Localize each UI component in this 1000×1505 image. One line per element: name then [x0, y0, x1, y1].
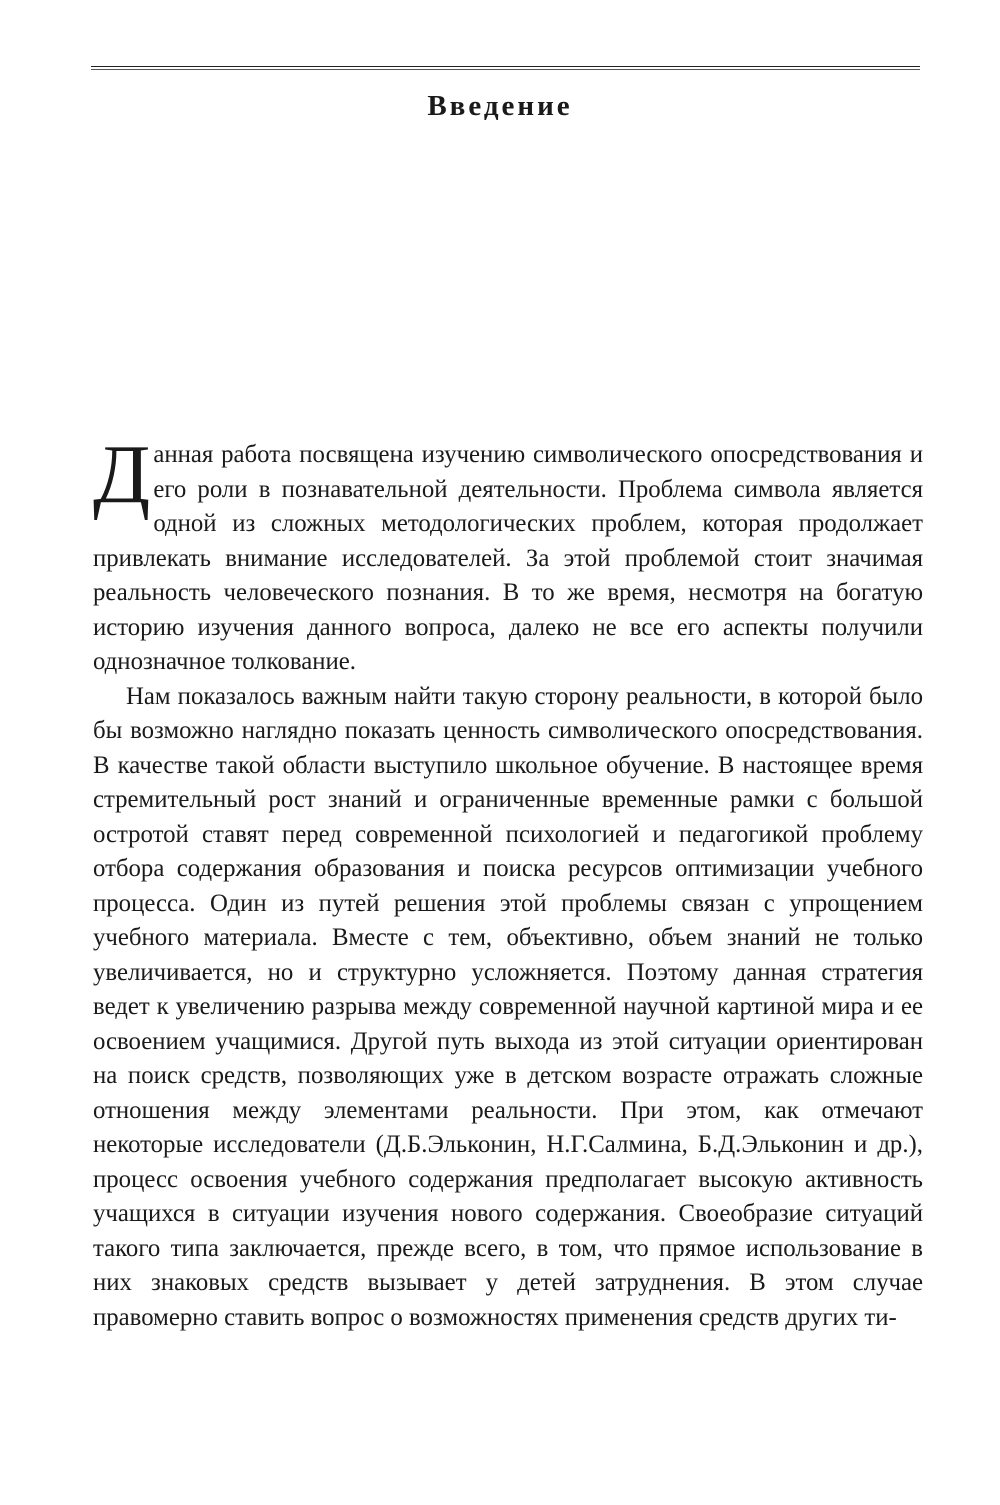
paragraph-1 [93, 428, 923, 680]
paragraph-1-text: анная работа посвящена изучению символического опосредствования и его роли в познавательной деятельности. Проблема символа является одной из сложных методологических проблем, которая продолжает привлекать внимание исследователей. За этой проблемой стоит значимая реальность человеческого познания. В то же время, несмотря на богатую историю изучения данного вопроса, далеко не все его аспекты получили однозначное толкование. [93, 441, 923, 675]
paragraph-2: Нам показалось важным найти такую сторону реальности, в которой было бы возможно наглядно показать ценность символического опосредствования. В качестве такой области выступило школьное обучение. В настоящее время стремительный рост знаний и ограниченные временные рамки с большой остротой ставят перед современной психологией и педагогикой проблему отбора содержания образования и поиска ресурсов оптимизации учебного процесса. Один из путей решения этой проблемы связан с упрощением учебного материала. Вместе с тем, объективно, объем знаний не только увеличивается, но и структурно усложняется. Поэтому данная стратегия ведет к увеличению разрыва между современной научной картиной мира и ее освоением учащимися. Другой путь выхода из этой ситуации ориентирован на поиск средств, позволяющих уже в детском возрасте отражать сложные отношения между элементами реальности. При этом, как отмечают некоторые исследователи (Д.Б.Эльконин, Н.Г.Салмина, Б.Д.Эльконин и др.), процесс освоения учебного содержания предполагает высокую активность учащихся в ситуации изучения нового содержания. Своеобразие ситуаций такого типа заключается, прежде всего, в том, что прямое использование в них знаковых средств вызывает у детей затруднения. В этом случае правомерно ставить вопрос о возможностях применения средств других ти- [93, 682, 923, 1331]
body-text [93, 428, 923, 1335]
drop-cap: Д [93, 428, 151, 521]
header-rule [91, 66, 920, 70]
chapter-title: Введение [427, 90, 573, 122]
